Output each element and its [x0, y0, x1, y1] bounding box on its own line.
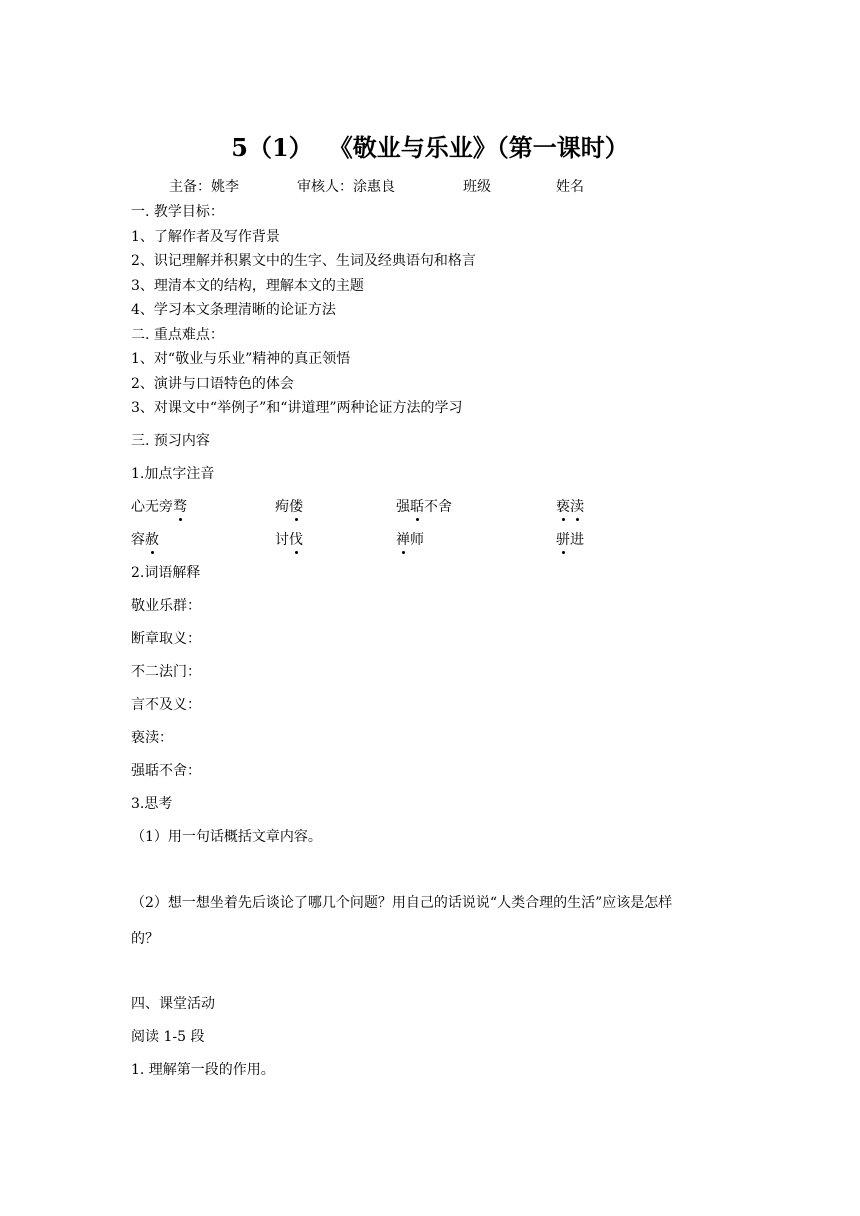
section-heading: 三. 预习内容 [131, 433, 210, 449]
lesson-number: 5（1） [231, 133, 313, 162]
page-title [0, 128, 860, 163]
reviewer-label: 审核人：涂惠良 [297, 179, 395, 195]
pinyin-word: 讨伐 [275, 529, 303, 549]
class-label: 班级 [463, 179, 491, 195]
section-heading: 二. 重点难点： [131, 327, 224, 343]
term-label: 亵渎： [131, 730, 173, 746]
question-label: 3.思考 [131, 796, 173, 812]
list-item: 1、了解作者及写作背景 [131, 229, 280, 245]
list-item: 3、对课文中“举例子”和“讲道理”两种论证方法的学习 [131, 400, 463, 416]
pinyin-word: 骈进 [556, 529, 584, 549]
pinyin-word: 亵渎 [556, 496, 584, 516]
list-item: 3、理清本文的结构，理解本文的主题 [131, 278, 364, 294]
preparer-label: 主备：姚李 [169, 179, 239, 195]
list-item: 2、识记理解并积累文中的生字、生词及经典语句和格言 [131, 253, 476, 269]
section-heading: 一. 教学目标： [131, 204, 224, 220]
term-label: 言不及义： [131, 697, 201, 713]
question-label: 2.词语解释 [131, 565, 201, 581]
reading-range: 阅读 1-5 段 [131, 1029, 205, 1045]
term-label: 强聒不舍： [131, 763, 201, 779]
name-label: 姓名 [556, 179, 584, 195]
pinyin-word: 痀偻 [275, 496, 303, 516]
pinyin-word: 禅师 [396, 529, 424, 549]
question-text: （2）想一想坐着先后谈论了哪几个问题？用自己的话说说“人类合理的生活”应该是怎样 [131, 895, 673, 911]
lesson-title: 《敬业与乐业》（第一课时） [340, 133, 629, 162]
pinyin-word: 心无旁骛 [131, 496, 187, 516]
question-label: 1.加点字注音 [131, 466, 215, 482]
list-item: 2、演讲与口语特色的体会 [131, 376, 294, 392]
term-label: 断章取义： [131, 631, 201, 647]
term-label: 不二法门： [131, 664, 201, 680]
list-item: 4、学习本文条理清晰的论证方法 [131, 302, 336, 318]
question-text: （1）用一句话概括文章内容。 [131, 829, 322, 845]
section-heading: 四、课堂活动 [131, 996, 215, 1012]
activity-item: 1. 理解第一段的作用。 [131, 1062, 275, 1078]
term-label: 敬业乐群： [131, 598, 201, 614]
pinyin-word: 容赦 [131, 529, 159, 549]
pinyin-word: 强聒不舍 [396, 496, 452, 516]
list-item: 1、对“敬业与乐业”精神的真正领悟 [131, 351, 351, 367]
question-text: 的？ [131, 931, 159, 947]
